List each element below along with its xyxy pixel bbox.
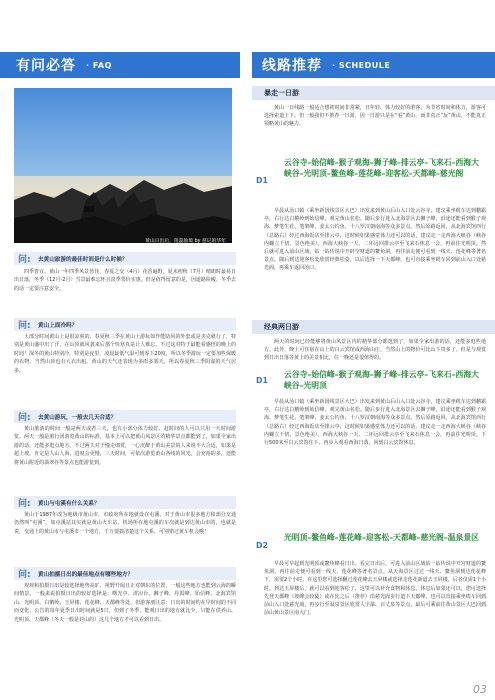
faq-answer: 四季皆宜。黄山一年四季风景皆佳，春夏之交（4月）花香遍野，夏末初秋（7月）晴朗时最易日出日落，冬季（12月-2月）雪景最难忘怀且淡季票价实惠。但是值得留意的是，因道路险峻，冬季去的话一定要注意安全。	[14, 269, 236, 292]
faq-header-subtitle: · FAQ	[86, 60, 112, 70]
question-icon: 问:	[18, 321, 31, 331]
section-intro: 两天的时间已经能够将黄山风景区内的精华部分都逛到了，如果全家出游的话，还能多逛些地方。此外，晚上可住宿在山上的白云宾馆或西海山庄，当然山上的物价可比山下贵多了。但是与观赏到日出日落等黄上的美景相比，住一晚还是很值得的。	[264, 339, 486, 362]
faq-question	[14, 318, 236, 331]
day-label: D2	[256, 541, 268, 550]
question-icon: 问:	[18, 413, 31, 423]
faq-header	[0, 52, 240, 78]
faq-question-text: 黄山拍摄日出的最佳地点有哪些地方？	[38, 571, 134, 578]
schedule-header-title: 线路推荐	[262, 58, 322, 74]
question-icon: 问:	[18, 570, 31, 580]
faq-question	[14, 567, 236, 580]
faq-question-text: 去黄山游玩，一般去几天合适？	[38, 414, 117, 421]
schedule-header-subtitle: · SCHEDULE	[332, 60, 391, 70]
question-icon: 问:	[18, 499, 31, 509]
faq-answer: 黄山于1987年改为地级市黄山市，市政府所在地就设在屯溪。对于黄山市很多地方和部分交通仍然叫“屯溪”，如屯溪站其实就是黄山火车站，机场所在地屯溪的车次就是到达黄山市的，也就是说，交通上的黄山市与屯溪市一个地方，千万要搞清楚这个关系，可别错过黄车机会哦！	[14, 512, 236, 535]
section-title-two-day: 经典两日游	[252, 320, 495, 334]
faq-question	[14, 496, 236, 509]
route-description: 早晨从汤口镇（乘坐新国线景区大巴）出发来到黄山后山入口处云谷寺，建议乘坐缆车达到鹏霸亭，右行达白鹅岭到始信峰，观完黄山名松。随后步行进入北海景区去狮子峰，沿途还能看到猴子观海、梦笔生花、笔架峰、姜太公钓鱼、十八罗汉朝南海等众多景点。然后原路返回，从北海宾馆西行（总路右）经过西海饭店至排云亭，这时候如果感觉体力还可以的话，建议走一走西海大峡谷（峡谷内螺立千仞，景色绝美）。西海大峡谷一天、二坏远回排云亭至飞来石休息一会，再前往光明顶。下行500米至白云宾馆住下，再步入观看西海日落，回到白云宾馆休息。	[264, 399, 486, 447]
faq-answer: 观观和拍摄日出是较选择地势高旷、视野开阔且正对朝东的位置，一般这些地方也能到云海的瞬间情景。一般来说拍摄日出的较好选择是：曙光亭、清凉台、狮子峰、丹霞峰、始信峰、北海宾馆山、光明顶、白鹅岭、玉屏楼、莲花峰、天都峰等处。但游客朋汪意：日出的时间约在早时间的不同而变化，公告的每年夏季日出时间就是5日，但到了冬季、能观日出的地方就比少，只能在供养山、光明顶、天都峰（冬天一般是封山的）这几个地方才可以看到日出。	[14, 583, 236, 623]
schedule-header	[252, 52, 495, 78]
route-title: 光明顶–鳌鱼峰–莲花峰–迎客松–天都峰–慈光阁–温泉景区	[284, 533, 479, 542]
route-description: 早晨从汤口镇（乘坐新国线景区大巴）出发来到黄山后山入口处云谷寺，建议乘坐缆车达到鹏霸亭，右行达白鹅岭到始信峰，观完黄山名松。随后步行进入北海景区去狮子峰，沿途还能看到猴子观海、梦笔生花、笔架峰、姜太公钓鱼、十八罗汉朝南海等众多景点。然后原路返回，从北海宾馆西行（总路右）经过西海饭店至排云亭，这时候如果感觉体力还可以的话，建议走一走西海大峡谷（峡谷内螺立千仞，景色绝美）。西海大峡谷一天、二坏远回排云亭至飞来石休息一会，再前往光明顶。然后就可进入前山区域，钻一钻传说中开辟空财道的鳌鱼洞，再往前走便可看到一线天、莲花峰等著名景点。随后到达迎客松处欣赏经典松姿，以后选择一下天都峰，也可直接乘坐缆车回到前山入口处慈光阁，再乘车返回汤口。	[264, 208, 486, 272]
faq-question-text: 黄山上面冷吗？	[38, 322, 78, 329]
faq-question	[14, 410, 236, 423]
day-label: D1	[256, 176, 268, 185]
route-description: 早晨可早起到光明顶或鳌鱼峰看日出。看完日出后，可进入前山区域钻一钻传说中开宫财道的鳌鱼洞，再往前走便可看到一线天、莲花峰等著名景点。从天海景区过过一线天、鳌鱼洞到达莲花峰下，需要2个小时。在这里您可选择翻过莲花峰去玉屏楼或选择走莲花新道去玉屏楼，后者仅需1个小时。到达玉屏楼后，就可以看到迎客松了，这里可以补充食物和休息。休息后如果还可以，您可选择先登天都峰（坡峰会较陡）或在比之后（推荐）沿慈光阁步行道下天都峰，也可以直接乘坐缆车回到前山入口处慈光阁，再步行至温泉景区欣赏人字瀑、百丈泉等景点，最后可乘前往黄山景区大巴回到前山黄山景区南大门。	[264, 561, 486, 617]
faq-question-text: 黄山与屯溪有什么关系？	[38, 500, 100, 507]
faq-question	[14, 252, 236, 265]
photo-caption: 黄山日出后，莲蕊仙境 by 慈记的华年	[145, 239, 226, 244]
section-intro: 黄山一日线路一般适合想初时间非常紧，且年轻、体力较好的游客。为节省时间和体力，游客可选择索道上下。但一般我们不推荐一日游，因一日游只是在“看”黄山，而非真正“玩”黄山，不能真正领略黄山的魅力。	[264, 105, 486, 128]
faq-column	[0, 0, 242, 700]
faq-header-title: 有问必答	[16, 58, 76, 74]
section-title-one-day: 暴走一日游	[252, 86, 495, 100]
day-label: D1	[256, 376, 268, 385]
question-icon: 问:	[18, 255, 31, 265]
huangshan-photo	[14, 88, 232, 243]
route-title: 云谷寺–始信峰–猴子观海–狮子峰–排云亭–飞来石–西海大峡谷–光明顶	[284, 370, 479, 390]
faq-answer: 黄山旅游的时间一般是两天或者三天，也有小部分体力较好、赶时间的人可以只用一天时间游览。两天一般是旅行团游览黄山的标准，基本上可以把黄山风景区的精华景点都能到了，如果全家出游的话，还能多逛点地方。不过两天对于慢走细赏，一心沉醉于黄山美景的人来说不大合适，如果是超上坡，肯定是人山人海，进度会更慢。三天时间，可依次游览黄山各线的风光，会充裕的多，还能将黄山附近的翡翠谷等景点也能游览到。	[14, 426, 236, 466]
page-number: 03	[473, 683, 487, 696]
route-title: 云谷寺–始信峰–猴子观海–狮子峰–排云亭–飞来石–西海大峡谷–光明顶–鳌鱼峰–莲花峰–迎客松–天都峰–慈光阁	[284, 158, 479, 178]
faq-answer: 大部分时间黄山上是很凉爽的，春夏秋三季在黄山上游玩如作能防风的外套或是夹克就行了，特别是黄山盛中出了汗，在山顶就风袭来后那个恒寒真是让人难忘，不过这对特于最能看感悟的晚上的时间！深冬的黄山特别冷，特别是夜里，凌晨最低气温可到零下20度，所以冬季游玩一定要加些保暖的衣物，当然山顶也有大衣出租。黄山的天气还表现为多雨多雾天，所以春夏秋三季阴湿的天气居多。	[14, 334, 236, 374]
faq-question-text: 去黄山旅游的最佳时间是什么时候？	[38, 256, 128, 263]
schedule-column	[252, 0, 495, 700]
